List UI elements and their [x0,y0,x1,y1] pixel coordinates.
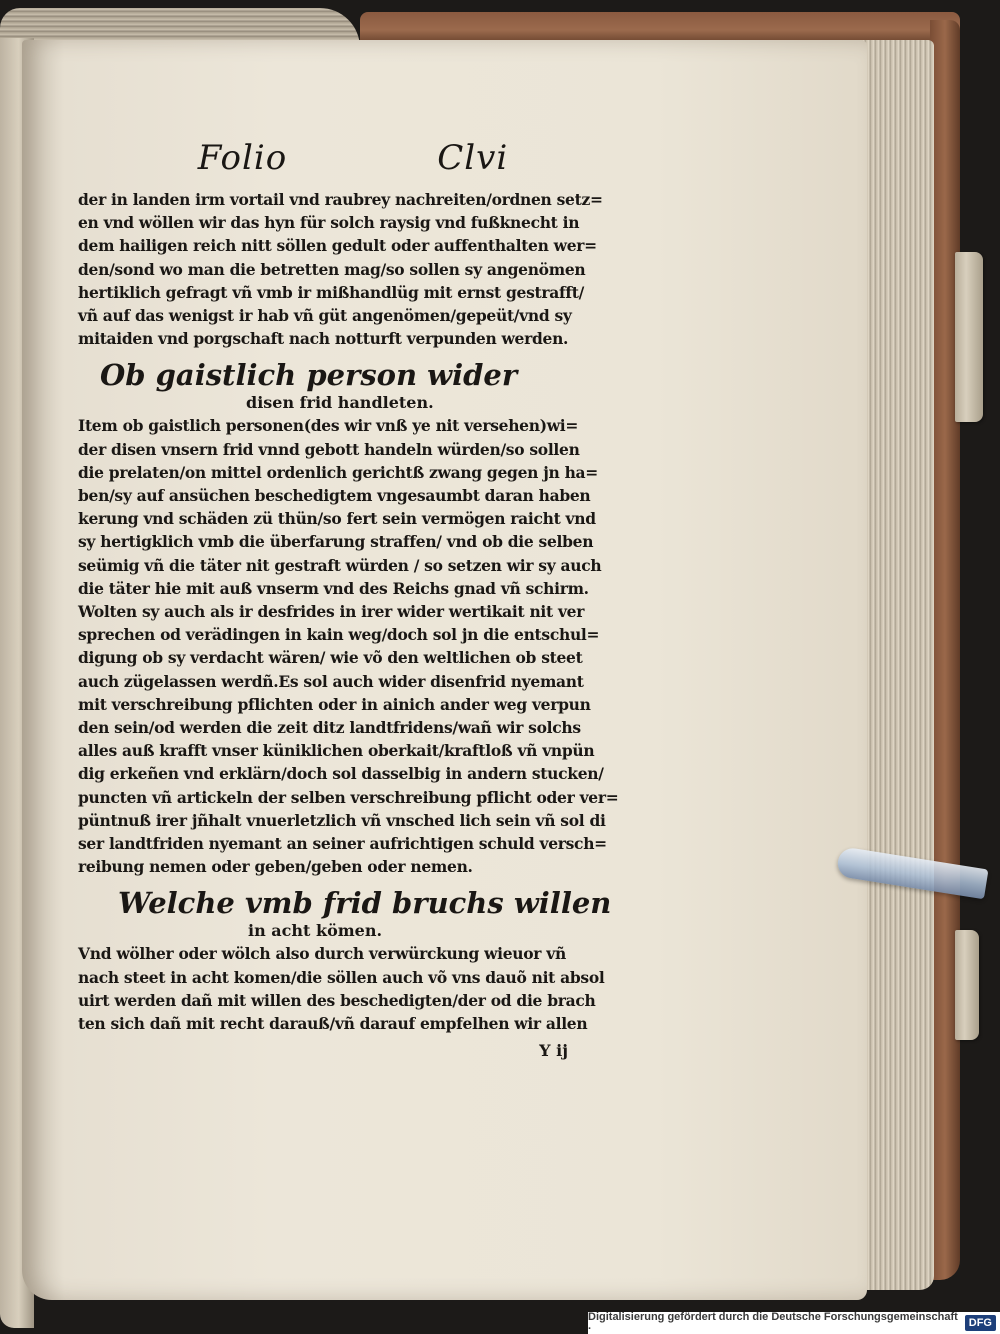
paragraph-2 [78,414,619,878]
text-line: puncten vñ artickeln der selben verschreibung pflicht oder ver= [78,787,619,807]
text-line: alles auß krafft vnser küniklichen oberkait/kraftloß vñ vnpün [78,741,595,761]
text-line: vñ auf das wenigst ir hab vñ güt angenömen/gepeüt/vnd sy [78,306,572,326]
text-line: reibung nemen oder geben/geben oder nemen. [78,857,473,877]
dfg-logo: DFG [965,1315,996,1331]
signature-mark: Y ij [539,1041,568,1061]
text-line: ser landtfriden nyemant an seiner aufrichtigen schuld versch= [78,834,607,854]
folio-number: Clvi [437,138,509,178]
footer-text: Digitalisierung gefördert durch die Deutsche Forschungsgemeinschaft · [588,1311,958,1334]
text-line: kerung vnd schäden zü thün/so fert sein vermögen raicht vnd [78,509,596,529]
book-cover-right [930,20,960,1280]
text-line: sy hertigklich vmb die überfarung straffen/ vnd ob die selben [78,532,594,552]
text-line: nach steet in acht komen/die söllen auch võ vns dauõ nit absol [78,967,605,987]
section-heading-1: Ob gaistlich person wider [100,358,518,393]
text-line: ben/sy auf ansüchen beschedigtem vngesaumbt daran haben [78,486,591,506]
text-line: mitaiden vnd porgschaft nach notturft verpunden werden. [78,329,569,349]
text-line: mit verschreibung pflichten oder in ainich ander weg verpun [78,694,591,714]
running-head-left: Folio [197,138,288,178]
text-line: seümig vñ die täter nit gestraft würden / so setzen wir sy auch [78,555,602,575]
paper-tab-lower [955,930,979,1040]
text-line: den sein/od werden die zeit ditz landtfridens/wañ wir solchs [78,718,581,738]
section-subheading-1: disen frid handleten. [246,393,434,413]
running-head [78,138,608,178]
paragraph-1 [78,188,608,350]
section-heading-2: Welche vmb frid bruchs willen [118,886,612,921]
paper-tab-upper [955,252,983,422]
text-line: der in landen irm vortail vnd raubrey nachreiten/ordnen setz= [78,190,603,209]
book-cover-top [360,12,960,42]
text-line: hertiklich gefragt vñ vmb ir mißhandlüg mit ernst gestrafft/ [78,282,584,302]
text-line: püntnuß irer jñhalt vnuerletzlich vñ vnsched lich sein vñ sol di [78,810,606,830]
text-line: dig erkeñen vnd erklärn/doch sol dasselbig in andern stucken/ [78,764,604,784]
text-line: Item ob gaistlich personen(des wir vnß ye nit versehen)wi= [78,416,579,436]
text-line: auch zügelassen werdñ.Es sol auch wider disenfrid nyemant [78,671,584,691]
text-line: en vnd wöllen wir das hyn für solch raysig vnd fußknecht in [78,213,580,233]
text-line: uirt werden dañ mit willen des beschedigten/der od die brach [78,990,596,1010]
text-line: die prelaten/on mittel ordenlich gerichtß zwang gegen jn ha= [78,462,598,482]
text-line: Wolten sy auch als ir desfrides in irer wider wertikait nit ver [78,602,585,622]
text-line: dem hailigen reich nitt söllen gedult oder auffenthalten wer= [78,236,597,256]
text-line: Vnd wölher oder wölch also durch verwürckung wieuor vñ [78,944,566,964]
text-line: den/sond wo man die betretten mag/so sollen sy angenömen [78,259,586,279]
text-line: sprechen od verädingen in kain weg/doch sol jn die entschul= [78,625,600,645]
digitization-footer [588,1312,1000,1334]
text-line: ten sich dañ mit recht darauß/vñ darauf empfelhen wir allen [78,1014,588,1034]
text-line: der disen vnsern frid vnnd gebott handeln würden/so sollen [78,439,580,459]
section-subheading-2: in acht kömen. [248,921,383,941]
paragraph-3 [78,942,608,1035]
text-line: digung ob sy verdacht wären/ wie võ den weltlichen ob steet [78,648,583,668]
text-line: die täter hie mit auß vnserm vnd des Reichs gnad vñ schirm. [78,578,589,598]
page-text [78,138,619,1061]
